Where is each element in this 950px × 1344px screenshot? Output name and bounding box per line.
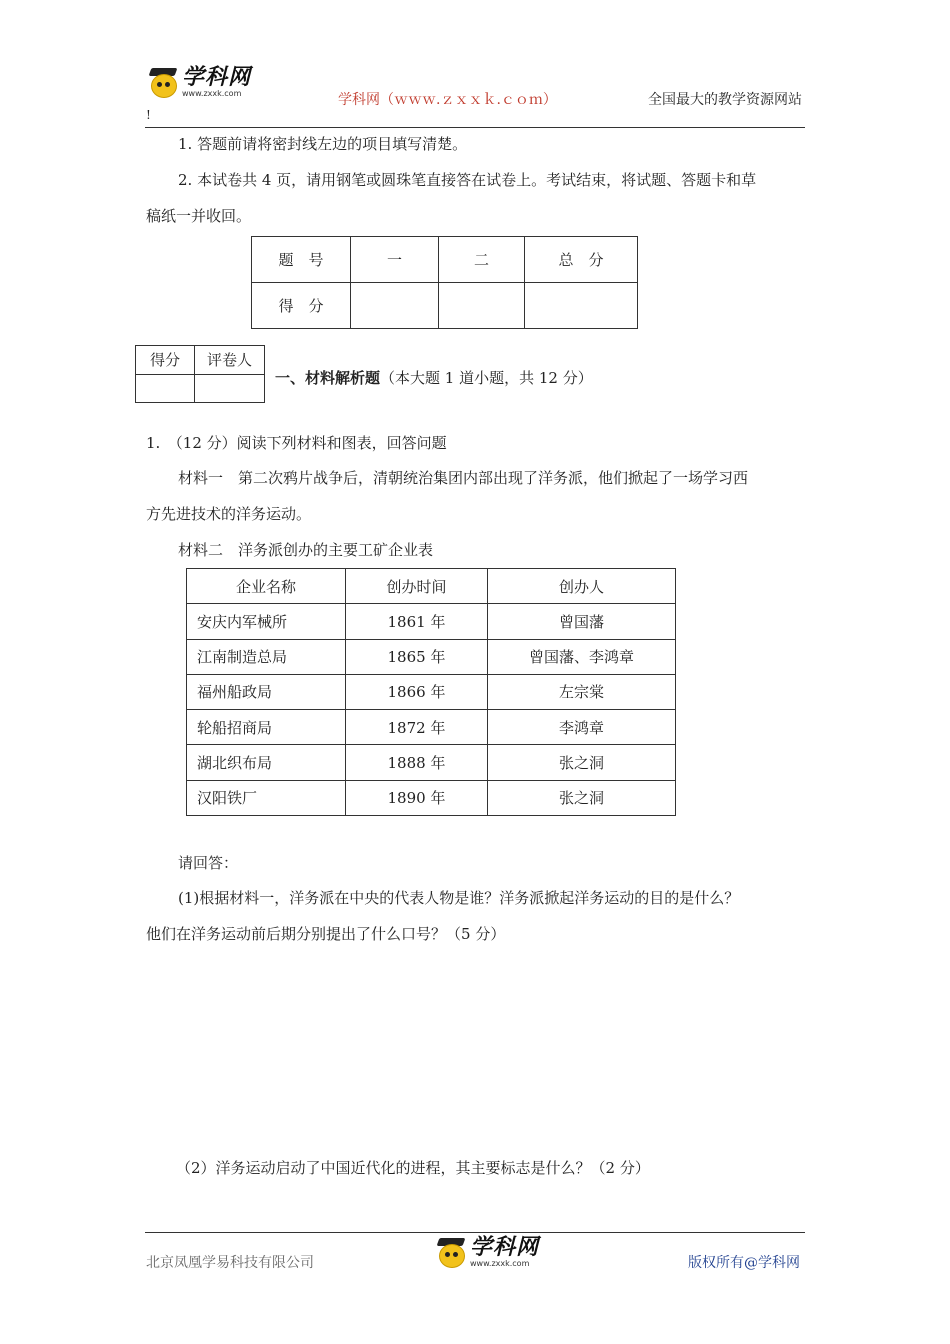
enterprise-name: 湖北织布局 <box>187 745 346 780</box>
enterprise-year: 1890 年 <box>346 780 488 815</box>
enterprise-founder: 张之洞 <box>488 745 676 780</box>
grader-score-label: 得分 <box>136 346 195 375</box>
enterprise-founder: 李鸿章 <box>488 710 676 745</box>
section-note: （本大题 1 道小题，共 12 分） <box>380 369 593 387</box>
logo-text: 学科网 <box>182 65 252 90</box>
header-stray-mark: ! <box>146 108 151 122</box>
score-cell-section2[interactable] <box>439 283 525 329</box>
table-row <box>187 710 676 745</box>
enterprise-founder: 曾国藩、李鸿章 <box>488 639 676 674</box>
material2-title: 材料二 洋务派创办的主要工矿企业表 <box>178 541 434 559</box>
enterprise-founder: 张之洞 <box>488 780 676 815</box>
question-intro: 1. （12 分）阅读下列材料和图表，回答问题 <box>146 434 447 452</box>
enterprise-name: 汉阳铁厂 <box>187 780 346 815</box>
enterprise-founder: 曾国藩 <box>488 604 676 639</box>
mascot-icon <box>436 1236 466 1270</box>
grader-name-label: 评卷人 <box>195 346 265 375</box>
instruction-2: 2. 本试卷共 4 页，请用钢笔或圆珠笔直接答在试卷上。考试结束，将试题、答题卡和草 <box>178 171 757 189</box>
answer-area-1[interactable] <box>146 955 806 1140</box>
question-1-line2: 他们在洋务运动前后期分别提出了什么口号？（5 分） <box>146 925 506 943</box>
section-title: 一、材料解析题 <box>275 369 381 387</box>
grader-score-cell[interactable] <box>136 374 195 403</box>
enterprise-name: 福州船政局 <box>187 674 346 709</box>
grader-box <box>135 345 265 403</box>
footer-rule <box>145 1232 805 1233</box>
table-row <box>187 674 676 709</box>
enterprise-header-year: 创办时间 <box>346 569 488 604</box>
enterprise-year: 1861 年 <box>346 604 488 639</box>
question-2: （2）洋务运动启动了中国近代化的进程，其主要标志是什么？（2 分） <box>176 1159 650 1177</box>
instruction-2-cont: 稿纸一并收回。 <box>146 207 252 225</box>
section-heading <box>275 367 593 388</box>
footer-logo-text: 学科网 <box>470 1235 540 1260</box>
instruction-1: 1. 答题前请将密封线左边的项目填写清楚。 <box>178 135 468 153</box>
material1-line1: 材料一 第二次鸦片战争后，清朝统治集团内部出现了洋务派，他们掀起了一场学习西 <box>178 469 749 487</box>
score-cell-section1[interactable] <box>351 283 439 329</box>
enterprise-year: 1872 年 <box>346 710 488 745</box>
table-row <box>187 780 676 815</box>
enterprise-header-name: 企业名称 <box>187 569 346 604</box>
grader-name-cell[interactable] <box>195 374 265 403</box>
score-header-section1: 一 <box>351 237 439 283</box>
table-row <box>187 604 676 639</box>
enterprise-year: 1866 年 <box>346 674 488 709</box>
material1-line2: 方先进技术的洋务运动。 <box>146 505 312 523</box>
score-header-section2: 二 <box>439 237 525 283</box>
footer-company: 北京凤凰学易科技有限公司 <box>146 1255 314 1271</box>
enterprise-name: 安庆内军械所 <box>187 604 346 639</box>
enterprise-year: 1865 年 <box>346 639 488 674</box>
enterprise-table <box>186 568 676 816</box>
enterprise-name: 江南制造总局 <box>187 639 346 674</box>
header-slogan: 全国最大的教学资源网站 <box>648 92 802 108</box>
header-logo <box>148 66 251 100</box>
mascot-icon <box>148 66 178 100</box>
score-row-label: 得 分 <box>252 283 351 329</box>
header-site-link[interactable]: 学科网（ｗｗｗ.ｚｘｘｋ.ｃｏｍ） <box>338 92 557 108</box>
enterprise-header-founder: 创办人 <box>488 569 676 604</box>
enterprise-year: 1888 年 <box>346 745 488 780</box>
footer-logo-url: www.zxxk.com <box>470 1259 530 1268</box>
header-rule <box>145 127 805 128</box>
footer-copyright-link[interactable]: 版权所有@学科网 <box>688 1255 800 1271</box>
table-row <box>187 639 676 674</box>
score-header-total: 总 分 <box>525 237 638 283</box>
score-cell-total[interactable] <box>525 283 638 329</box>
logo-url: www.zxxk.com <box>182 89 242 98</box>
enterprise-founder: 左宗棠 <box>488 674 676 709</box>
table-row <box>187 745 676 780</box>
score-table <box>251 236 638 329</box>
enterprise-name: 轮船招商局 <box>187 710 346 745</box>
score-header-number: 题 号 <box>252 237 351 283</box>
answer-prompt: 请回答： <box>178 854 239 872</box>
footer-logo <box>436 1236 539 1270</box>
question-1-line1: (1)根据材料一，洋务派在中央的代表人物是谁？洋务派掀起洋务运动的目的是什么？ <box>178 889 740 907</box>
